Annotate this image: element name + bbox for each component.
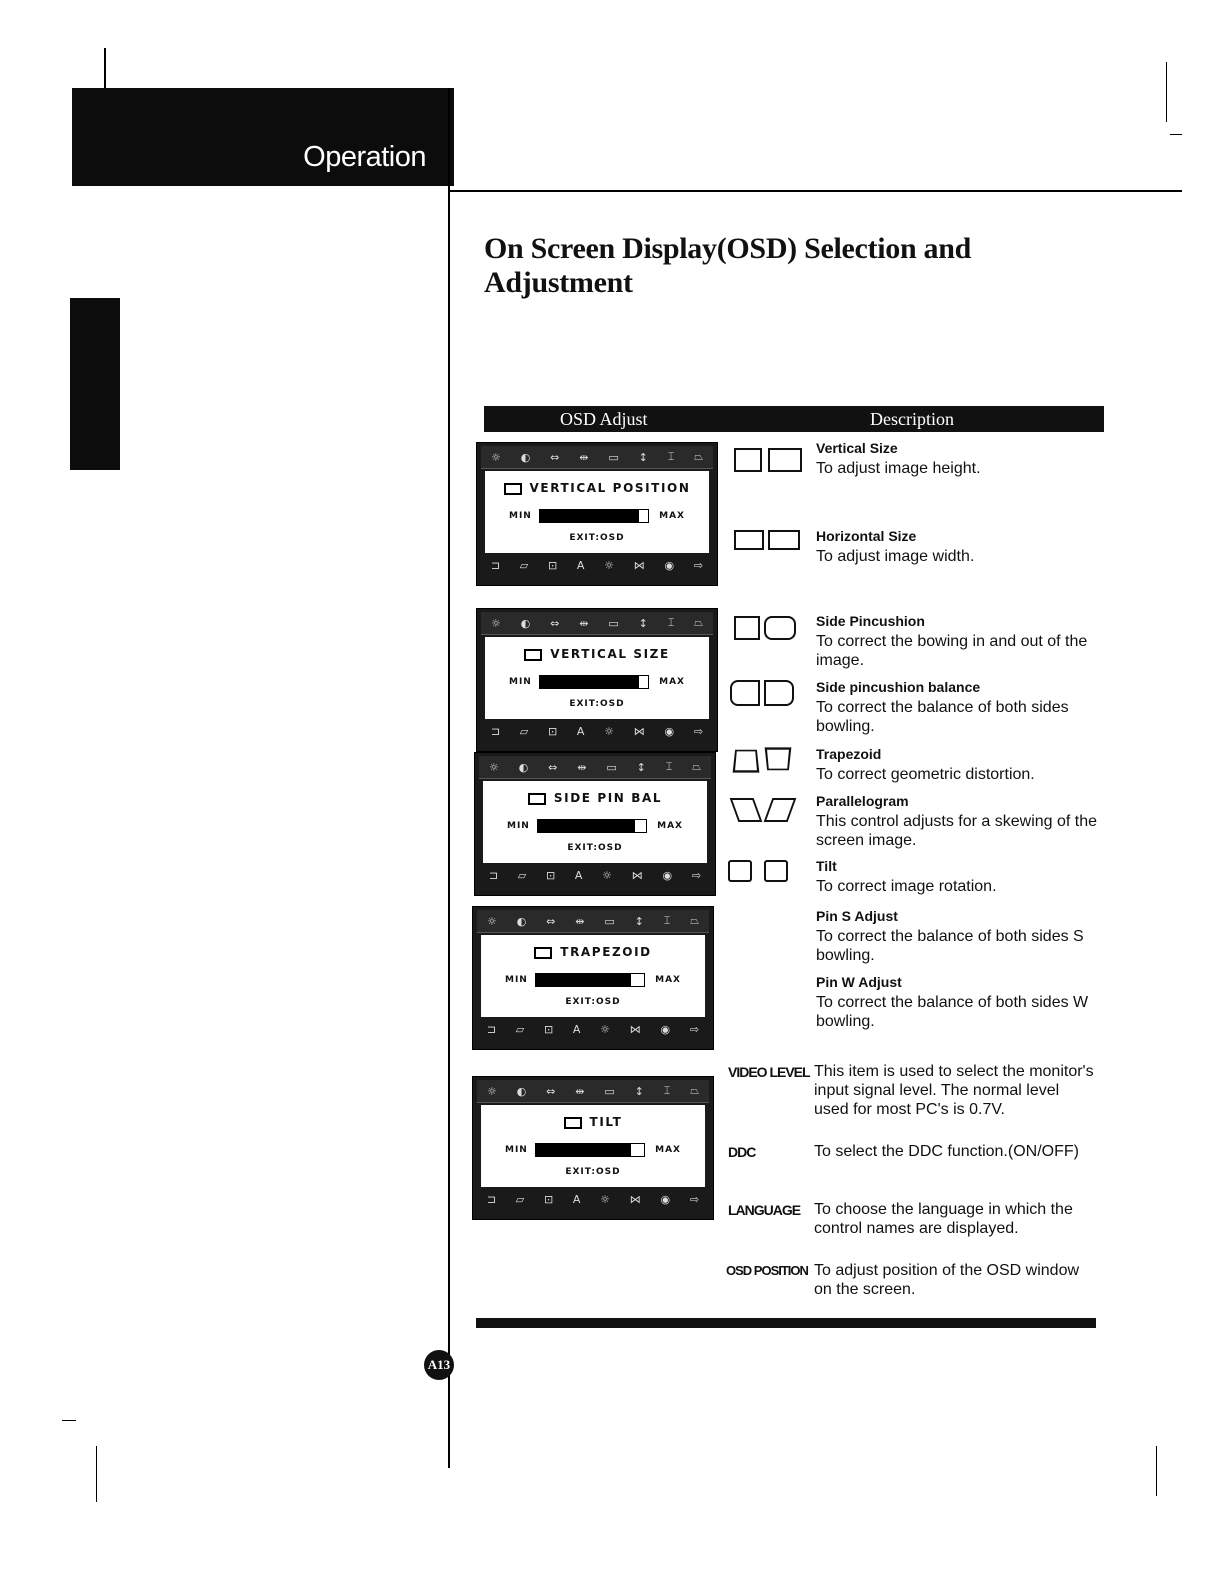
osd-screen	[483, 781, 707, 863]
osd-slider	[539, 509, 649, 523]
osd-menu-icon: ☼	[602, 868, 613, 882]
crop-mark	[1170, 134, 1182, 135]
osd-menu-icon: ⋈	[633, 558, 645, 572]
osd-menu-icon: ⇹	[575, 1084, 585, 1098]
osd-menu-icon: ⊐	[486, 1192, 497, 1206]
crop-mark	[96, 1446, 97, 1502]
osd-menu-icon: ↕	[634, 1084, 644, 1098]
item-title: Horizontal Size	[816, 528, 917, 544]
osd-menu-icon: ☼	[604, 724, 615, 738]
osd-min: MIN	[509, 677, 532, 687]
osd-screen	[481, 1105, 705, 1187]
osd-menu-icon: ☼	[490, 616, 501, 630]
item-title: Pin W Adjust	[816, 974, 902, 990]
osd-menu-icon: ⇹	[577, 760, 587, 774]
osd-menu-icon: ⊡	[543, 1192, 554, 1206]
osd-menu-icon: ⊡	[547, 558, 558, 572]
osd-menu-icon: ▱	[517, 868, 527, 882]
osd-screen	[481, 935, 705, 1017]
osd-menu-icon: ◉	[662, 868, 673, 882]
osd-menu-icon: ◐	[516, 1084, 527, 1098]
osd-label	[485, 647, 709, 661]
osd-min: MIN	[505, 975, 528, 985]
osd-exit: EXIT:OSD	[569, 699, 625, 709]
osd-slider	[535, 1143, 645, 1157]
osd-icon-row-bottom	[477, 1189, 709, 1209]
osd-menu-icon: ⋈	[631, 868, 643, 882]
osd-icon-row-bottom	[479, 865, 711, 885]
osd-screen	[485, 637, 709, 719]
osd-panel	[476, 608, 718, 752]
item-label: OSD POSITION	[726, 1263, 808, 1278]
osd-menu-icon: ⊐	[488, 868, 499, 882]
osd-menu-icon: ⋈	[629, 1022, 641, 1036]
item-desc: To correct image rotation.	[816, 878, 997, 895]
osd-label-text: VERTICAL SIZE	[550, 647, 670, 661]
item-title: Parallelogram	[816, 793, 909, 809]
osd-icon-row-top	[477, 1080, 709, 1103]
osd-menu-icon: ▭	[604, 1084, 615, 1098]
osd-screen	[485, 471, 709, 553]
horizontal-size-icon	[768, 530, 800, 550]
osd-icon-row-bottom	[481, 555, 713, 575]
osd-menu-icon: ⇔	[550, 616, 560, 630]
osd-menu-icon: ☼	[600, 1192, 611, 1206]
osd-menu-icon: ↕	[638, 450, 648, 464]
osd-menu-icon: A	[572, 1022, 581, 1036]
osd-menu-icon: ☼	[600, 1022, 611, 1036]
osd-slider	[537, 819, 647, 833]
osd-slider-fill	[536, 1144, 631, 1156]
osd-slider-fill	[536, 974, 631, 986]
osd-panel	[472, 906, 714, 1050]
item-title: Tilt	[816, 858, 837, 874]
item-desc: This control adjusts for a skewing of the screen image.	[816, 813, 1098, 849]
osd-label-text: TILT	[589, 1115, 623, 1129]
osd-menu-icon: ⋈	[633, 724, 645, 738]
osd-menu-icon: ▭	[608, 450, 619, 464]
osd-menu-icon: ☼	[488, 760, 499, 774]
osd-menu-icon: ⏢	[694, 450, 704, 463]
osd-menu-icon: A	[576, 558, 585, 572]
osd-slider-fill	[540, 510, 639, 522]
osd-label	[483, 791, 707, 805]
osd-menu-icon: ☼	[604, 558, 615, 572]
osd-slider-fill	[538, 820, 635, 832]
crop-mark	[1156, 1446, 1157, 1496]
item-desc: To correct the balance of both sides W bowling.	[816, 994, 1089, 1030]
vertical-size-icon	[768, 448, 802, 472]
osd-menu-icon: ⇹	[579, 450, 589, 464]
crop-mark	[1166, 62, 1167, 122]
osd-menu-icon: ⇔	[548, 760, 558, 774]
osd-max: MAX	[655, 1145, 681, 1155]
osd-menu-icon: ◐	[516, 914, 527, 928]
item-desc: To choose the language in which the control names are displayed.	[814, 1201, 1073, 1237]
osd-menu-icon: ▱	[519, 724, 529, 738]
page-title: On Screen Display(OSD) Selection and Adjustment	[484, 232, 972, 299]
col-osd-adjust: OSD Adjust	[560, 409, 648, 429]
osd-menu-icon: ⌶	[667, 450, 675, 463]
osd-menu-icon: ☼	[490, 450, 501, 464]
osd-menu-icon: ⌶	[665, 760, 673, 773]
osd-panel	[474, 752, 716, 896]
section-header	[72, 88, 454, 186]
header-rule	[448, 190, 1182, 192]
item-title: Side Pincushion	[816, 613, 925, 629]
column-divider	[448, 88, 450, 1468]
osd-icon-row-top	[481, 612, 713, 635]
item-label: DDC	[728, 1144, 756, 1160]
osd-menu-icon: ▱	[515, 1022, 525, 1036]
osd-exit: EXIT:OSD	[565, 1167, 621, 1177]
osd-icon-row-top	[481, 446, 713, 469]
side-tab	[70, 298, 120, 470]
adjust-icon	[504, 483, 522, 495]
osd-icon-row-bottom	[477, 1019, 709, 1039]
osd-exit: EXIT:OSD	[569, 533, 625, 543]
page-number: A13	[424, 1350, 454, 1380]
osd-max: MAX	[659, 677, 685, 687]
osd-min: MIN	[505, 1145, 528, 1155]
osd-menu-icon: ⊐	[490, 558, 501, 572]
osd-menu-icon: ◐	[518, 760, 529, 774]
crop-mark	[62, 1420, 76, 1421]
horizontal-size-icon	[734, 530, 764, 550]
osd-menu-icon: ⌶	[667, 616, 675, 629]
osd-min: MIN	[509, 511, 532, 521]
item-desc: To correct the balance of both sides bowling.	[816, 699, 1069, 735]
adjust-icon	[564, 1117, 582, 1129]
osd-label-text: SIDE PIN BAL	[553, 791, 663, 805]
osd-menu-icon: ◉	[660, 1192, 671, 1206]
osd-menu-icon: ⇨	[693, 558, 704, 572]
crop-mark	[104, 48, 106, 88]
osd-menu-icon: ◉	[664, 558, 675, 572]
osd-max: MAX	[659, 511, 685, 521]
osd-exit: EXIT:OSD	[567, 843, 623, 853]
osd-menu-icon: ↕	[636, 760, 646, 774]
item-label: VIDEO LEVEL	[728, 1064, 810, 1080]
osd-menu-icon: A	[574, 868, 583, 882]
parallelogram-reverse-icon	[764, 798, 797, 822]
col-description: Description	[870, 409, 954, 429]
osd-exit: EXIT:OSD	[565, 997, 621, 1007]
osd-icon-row-top	[477, 910, 709, 933]
pin-balance-right-icon	[764, 680, 794, 706]
osd-menu-icon: ⏢	[690, 1084, 700, 1097]
osd-icon-row-bottom	[481, 721, 713, 741]
osd-menu-icon: ⇹	[575, 914, 585, 928]
adjust-icon	[534, 947, 552, 959]
item-desc: To adjust image height.	[816, 460, 981, 477]
osd-menu-icon: ⊡	[547, 724, 558, 738]
item-desc: To select the DDC function.(ON/OFF)	[814, 1143, 1079, 1160]
osd-label	[481, 1115, 705, 1129]
osd-icon-row-top	[479, 756, 711, 779]
osd-label	[485, 481, 709, 495]
osd-menu-icon: ☼	[486, 1084, 497, 1098]
osd-menu-icon: ▭	[608, 616, 619, 630]
osd-menu-icon: ▭	[606, 760, 617, 774]
osd-menu-icon: ⊡	[545, 868, 556, 882]
item-desc: To adjust image width.	[816, 548, 975, 565]
trapezoid-inverted-icon	[765, 747, 792, 770]
item-desc: To correct geometric distortion.	[816, 766, 1035, 783]
item-desc: To correct the balance of both sides S bowling.	[816, 928, 1084, 964]
osd-slider	[539, 675, 649, 689]
item-title: Pin S Adjust	[816, 908, 898, 924]
osd-menu-icon: A	[576, 724, 585, 738]
osd-menu-icon: ⏢	[694, 616, 704, 629]
item-title: Trapezoid	[816, 746, 882, 762]
tilt-right-icon	[764, 860, 788, 882]
osd-menu-icon: ⇔	[546, 914, 556, 928]
osd-menu-icon: A	[572, 1192, 581, 1206]
osd-menu-icon: ◐	[520, 616, 531, 630]
parallelogram-icon	[730, 798, 763, 822]
adjust-icon	[528, 793, 546, 805]
osd-menu-icon: ⇔	[550, 450, 560, 464]
osd-menu-icon: ↕	[638, 616, 648, 630]
vertical-size-icon	[734, 448, 762, 472]
osd-menu-icon: ◉	[664, 724, 675, 738]
osd-slider-fill	[540, 676, 639, 688]
item-title: Side pincushion balance	[816, 679, 981, 695]
osd-max: MAX	[657, 821, 683, 831]
item-desc: This item is used to select the monitor's input signal level. The normal level used for most PC's is 0.7V.	[814, 1063, 1094, 1118]
osd-menu-icon: ⏢	[692, 760, 702, 773]
section-title: Operation	[303, 141, 426, 173]
trapezoid-icon	[733, 750, 760, 773]
osd-menu-icon: ⋈	[629, 1192, 641, 1206]
osd-menu-icon: ⊡	[543, 1022, 554, 1036]
osd-menu-icon: ⇨	[691, 868, 702, 882]
osd-menu-icon: ⊐	[486, 1022, 497, 1036]
osd-menu-icon: ⇨	[689, 1192, 700, 1206]
item-desc: To adjust position of the OSD window on the screen.	[814, 1262, 1080, 1298]
osd-menu-icon: ⇹	[579, 616, 589, 630]
osd-max: MAX	[655, 975, 681, 985]
osd-menu-icon: ▱	[519, 558, 529, 572]
osd-menu-icon: ◉	[660, 1022, 671, 1036]
osd-menu-icon: ▭	[604, 914, 615, 928]
pincushion-icon	[734, 616, 760, 640]
osd-menu-icon: ☼	[486, 914, 497, 928]
osd-menu-icon: ⊐	[490, 724, 501, 738]
osd-label	[481, 945, 705, 959]
item-desc: To correct the bowing in and out of the image.	[816, 633, 1088, 669]
item-label: LANGUAGE	[728, 1202, 801, 1218]
osd-menu-icon: ⇨	[689, 1022, 700, 1036]
osd-min: MIN	[507, 821, 530, 831]
pin-balance-left-icon	[730, 680, 760, 706]
tilt-left-icon	[728, 860, 752, 882]
osd-label-text: VERTICAL POSITION	[529, 481, 691, 495]
osd-menu-icon: ⌶	[663, 914, 671, 927]
bottom-rule	[476, 1318, 1096, 1328]
table-header	[484, 406, 1104, 432]
osd-menu-icon: ⇨	[693, 724, 704, 738]
osd-label-text: TRAPEZOID	[560, 945, 652, 959]
osd-menu-icon: ◐	[520, 450, 531, 464]
item-title: Vertical Size	[816, 440, 898, 456]
osd-panel	[476, 442, 718, 586]
osd-menu-icon: ▱	[515, 1192, 525, 1206]
adjust-icon	[524, 649, 542, 661]
barrel-icon	[764, 616, 796, 640]
osd-menu-icon: ⏢	[690, 914, 700, 927]
osd-menu-icon: ↕	[634, 914, 644, 928]
osd-menu-icon: ⌶	[663, 1084, 671, 1097]
osd-menu-icon: ⇔	[546, 1084, 556, 1098]
osd-slider	[535, 973, 645, 987]
osd-panel	[472, 1076, 714, 1220]
